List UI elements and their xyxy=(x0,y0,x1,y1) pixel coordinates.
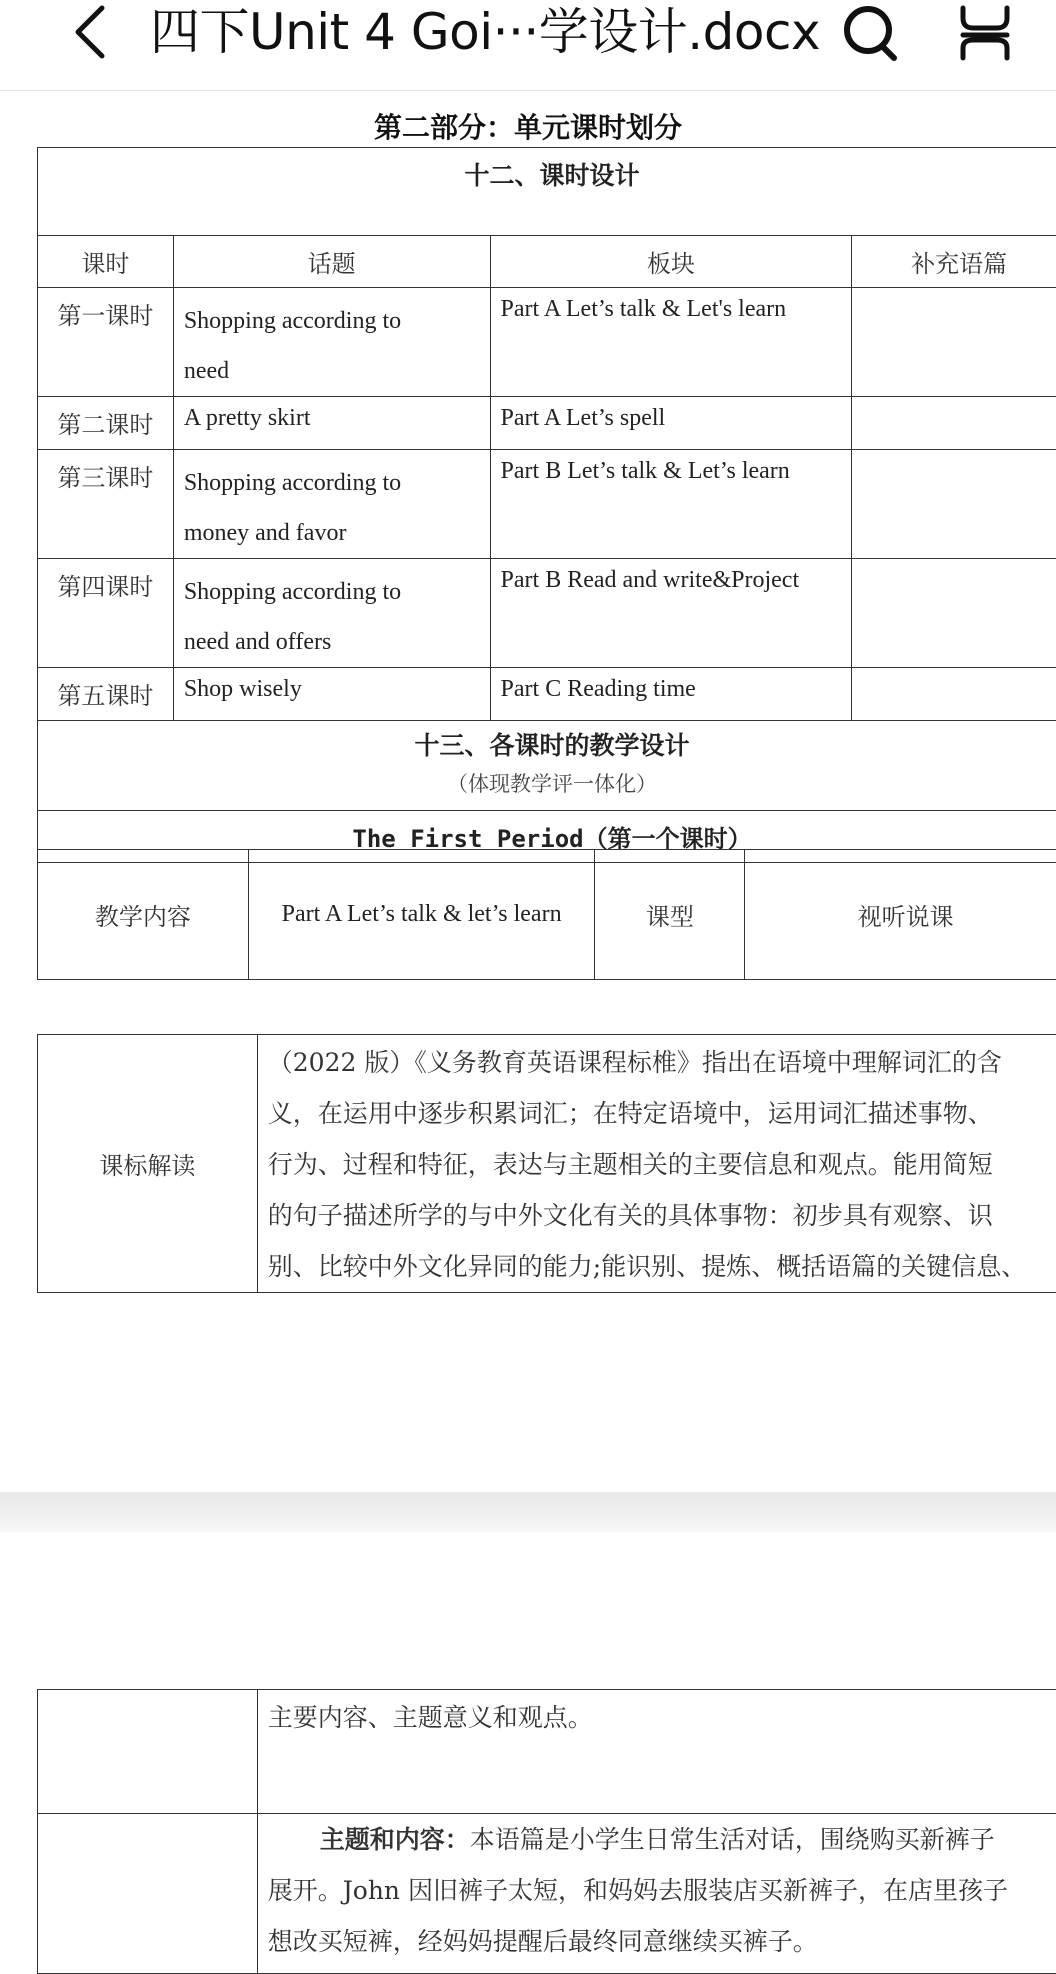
top-toolbar xyxy=(0,0,1056,91)
text-line: 展开。John 因旧裤子太短，和妈妈去服装店买新裤子，在店里孩子 xyxy=(258,1865,1056,1916)
topic-line: Shopping according to xyxy=(184,470,401,496)
lesson-cell: 第一课时 xyxy=(38,288,174,397)
topic-line: money and favor xyxy=(184,520,347,546)
table-row xyxy=(38,668,1056,721)
topic-line: Shopping according to xyxy=(184,579,401,605)
document-title: 四下Unit 4 Goi···学设计.docx xyxy=(150,0,820,64)
lesson-cell: 第二课时 xyxy=(38,397,174,450)
table-row xyxy=(38,288,1056,397)
extra-cell xyxy=(852,450,1056,559)
table-row xyxy=(38,450,1056,559)
part-cell: Part C Reading time xyxy=(490,668,852,721)
text-line: 想改买短裤，经妈妈提醒后最终同意继续买裤子。 xyxy=(258,1916,1056,1967)
text-line: 义，在运用中逐步积累词汇；在特定语境中，运用词汇描述事物、 xyxy=(258,1088,1056,1139)
extra-cell xyxy=(852,288,1056,397)
empty-label-cell xyxy=(38,1814,258,1974)
header-extra: 补充语篇 xyxy=(852,236,1056,288)
header-topic: 话题 xyxy=(173,236,490,288)
part-cell: Part B Let’s talk & Let’s learn xyxy=(490,450,852,559)
extra-cell xyxy=(852,397,1056,450)
text-line: 主要内容、主题意义和观点。 xyxy=(258,1692,1056,1743)
extra-cell xyxy=(852,668,1056,721)
text-line: 别、比较中外文化异同的能力;能识别、提炼、概括语篇的关键信息、 xyxy=(258,1241,1056,1292)
topic-line: need and offers xyxy=(184,629,332,655)
lesson-cell: 第四课时 xyxy=(38,559,174,668)
text-line: （2022 版）《义务教育英语课程标椎》指出在语境中理解词汇的含 xyxy=(258,1037,1056,1088)
curriculum-label: 课标解读 xyxy=(38,1035,258,1293)
period-title: The First Period（第一个课时） xyxy=(352,825,751,853)
theme-text: 本语篇是小学生日常生活对话，围绕购买新裤子 xyxy=(470,1825,995,1854)
period-table xyxy=(37,849,1056,980)
content-label: 教学内容 xyxy=(38,850,249,980)
section13-subtitle: （体现教学评一体化） xyxy=(38,765,1056,803)
part-cell: Part A Let’s talk & Let's learn xyxy=(490,288,852,397)
part-cell: Part A Let’s spell xyxy=(490,397,852,450)
menu-icon[interactable] xyxy=(955,4,1015,64)
header-part: 板块 xyxy=(490,236,852,288)
topic-cell: A pretty skirt xyxy=(173,397,490,450)
table-row xyxy=(38,397,1056,450)
topic-cell xyxy=(173,559,490,668)
continued-text-cell xyxy=(257,1690,1056,1814)
document-page-1 xyxy=(0,92,1056,1492)
continued-table xyxy=(37,1689,1056,1974)
page-separator xyxy=(0,1492,1056,1532)
type-value: 视听说课 xyxy=(745,850,1056,980)
part-cell: Part B Read and write&Project xyxy=(490,559,852,668)
text-line: 的句子描述所学的与中外文化有关的具体事物：初步具有观察、识 xyxy=(258,1190,1056,1241)
section12-title: 十二、课时设计 xyxy=(464,161,639,190)
section12-cell xyxy=(38,148,1056,236)
topic-line: need xyxy=(184,358,229,384)
part-title: 第二部分：单元课时划分 xyxy=(0,106,1056,146)
topic-line: Shopping according to xyxy=(184,308,401,334)
lesson-cell: 第五课时 xyxy=(38,668,174,721)
content-value: Part A Let’s talk & let’s learn xyxy=(248,850,595,980)
extra-cell xyxy=(852,559,1056,668)
curriculum-text xyxy=(257,1035,1056,1293)
section13-title: 十三、各课时的教学设计 xyxy=(38,727,1056,765)
chevron-left-icon[interactable] xyxy=(64,2,124,62)
lesson-table xyxy=(37,147,1056,863)
topic-cell: Shop wisely xyxy=(173,668,490,721)
table-row xyxy=(38,559,1056,668)
text-line xyxy=(258,1814,1056,1865)
document-page-2 xyxy=(0,1532,1056,1960)
text-line: 行为、过程和特征，表达与主题相关的主要信息和观点。能用简短 xyxy=(258,1139,1056,1190)
empty-label-cell xyxy=(38,1690,258,1814)
theme-text-cell xyxy=(257,1814,1056,1974)
topic-cell xyxy=(173,288,490,397)
curriculum-table xyxy=(37,1034,1056,1293)
lesson-cell: 第三课时 xyxy=(38,450,174,559)
type-label: 课型 xyxy=(595,850,745,980)
header-lesson: 课时 xyxy=(38,236,174,288)
search-icon[interactable] xyxy=(838,2,902,66)
section13-cell xyxy=(38,721,1056,811)
theme-label: 主题和内容： xyxy=(320,1825,470,1854)
topic-cell xyxy=(173,450,490,559)
